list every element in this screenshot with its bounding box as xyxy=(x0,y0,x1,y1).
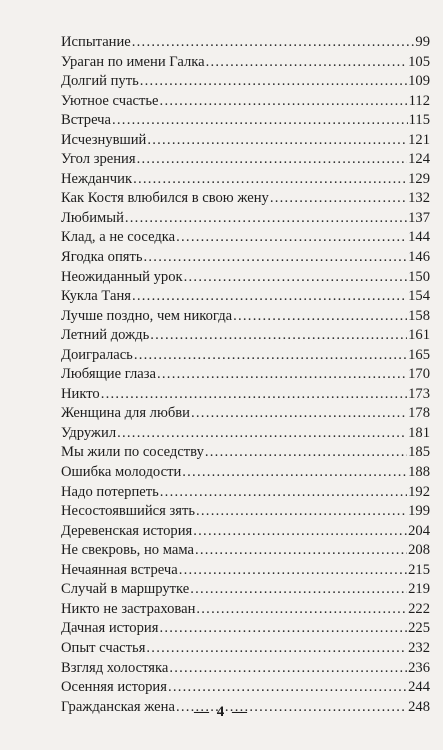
toc-entry xyxy=(61,678,430,698)
toc-entry-page: 121 xyxy=(408,131,430,148)
toc-entry xyxy=(61,522,430,542)
toc-dot-leader xyxy=(150,326,407,346)
toc-entry xyxy=(61,53,430,73)
toc-entry-page: 215 xyxy=(408,561,430,578)
toc-entry-page: 137 xyxy=(408,209,430,226)
toc-entry-page: 144 xyxy=(408,229,430,246)
toc-entry-title: Уютное счастье xyxy=(61,92,159,109)
toc-entry-page: 105 xyxy=(408,53,430,70)
toc-entry-page: 115 xyxy=(408,112,430,129)
toc-entry-title: Опыт счастья xyxy=(61,639,146,656)
page-number: — 4 — xyxy=(194,704,249,720)
toc-entry-title: Клад, а не соседка xyxy=(61,229,176,246)
toc-entry-title: Деревенская история xyxy=(61,522,193,539)
toc-dot-leader xyxy=(160,483,407,503)
toc-entry-title: Встреча xyxy=(61,112,111,129)
toc-dot-leader xyxy=(133,170,407,190)
toc-entry-title: Ягодка опять xyxy=(61,249,143,266)
toc-dot-leader xyxy=(132,33,415,53)
toc-entry xyxy=(61,111,430,131)
toc-dot-leader xyxy=(134,346,407,366)
toc-entry-page: 109 xyxy=(408,73,430,90)
toc-dot-leader xyxy=(195,541,407,561)
toc-entry-title: Женщина для любви xyxy=(61,405,190,422)
toc-dot-leader xyxy=(144,248,408,268)
toc-entry-page: 99 xyxy=(415,34,430,50)
toc-entry xyxy=(61,424,430,444)
toc-dot-leader xyxy=(233,307,407,327)
toc-entry-title: Взгляд холостяка xyxy=(61,659,169,676)
toc-dot-leader xyxy=(112,111,408,131)
toc-entry-page: 232 xyxy=(408,639,430,656)
toc-dot-leader xyxy=(132,287,407,307)
toc-entry-title: Любимый xyxy=(61,209,124,226)
toc-entry xyxy=(61,33,430,53)
toc-dot-leader xyxy=(157,365,407,385)
toc-entry-page: 219 xyxy=(408,581,430,598)
toc-entry xyxy=(61,580,430,600)
toc-entry-title: Неожиданный урок xyxy=(61,268,183,285)
toc-entry-title: Испытание xyxy=(61,34,131,50)
toc-entry-title: Осенняя история xyxy=(61,679,167,696)
toc-entry-page: 132 xyxy=(408,190,430,207)
toc-dot-leader xyxy=(176,228,407,248)
toc-dot-leader xyxy=(196,502,407,522)
toc-entry-page: 173 xyxy=(408,385,430,402)
toc-entry xyxy=(61,502,430,522)
toc-entry xyxy=(61,92,430,112)
toc-dot-leader xyxy=(159,619,407,639)
toc-entry xyxy=(61,385,430,405)
toc-dot-leader xyxy=(101,385,407,405)
toc-dot-leader xyxy=(137,150,408,170)
toc-entry xyxy=(61,619,430,639)
toc-dot-leader xyxy=(191,404,407,424)
toc-dot-leader xyxy=(270,189,407,209)
toc-dot-leader xyxy=(147,131,407,151)
toc-dot-leader xyxy=(196,600,407,620)
toc-dot-leader xyxy=(168,678,407,698)
toc-entry xyxy=(61,72,430,92)
toc-entry-title: Доигралась xyxy=(61,346,133,363)
toc-entry-title: Удружил xyxy=(61,424,117,441)
toc-entry xyxy=(61,307,430,327)
toc-entry-page: 146 xyxy=(408,249,430,266)
toc-dot-leader xyxy=(205,443,407,463)
toc-dot-leader xyxy=(140,72,407,92)
toc-entry-title: Никто не застрахован xyxy=(61,600,196,617)
toc-entry-page: 236 xyxy=(408,659,430,676)
toc-entry-page: 150 xyxy=(408,268,430,285)
toc-entry-page: 158 xyxy=(408,307,430,324)
toc-entry-title: Ошибка молодости xyxy=(61,464,182,481)
toc-dot-leader xyxy=(169,659,407,679)
toc-dot-leader xyxy=(179,561,407,581)
toc-entry xyxy=(61,150,430,170)
toc-entry-page: 181 xyxy=(408,424,430,441)
toc-entry-page: 154 xyxy=(408,288,430,305)
toc-entry-page: 129 xyxy=(408,170,430,187)
toc-entry xyxy=(61,639,430,659)
toc-dot-leader xyxy=(146,639,407,659)
toc-entry-page: 222 xyxy=(408,600,430,617)
toc-entry-page: 112 xyxy=(408,92,430,109)
toc-entry-title: Кукла Таня xyxy=(61,288,131,305)
toc-entry xyxy=(61,228,430,248)
toc-entry-title: Случай в маршрутке xyxy=(61,581,190,598)
toc-entry-title: Как Костя влюбился в свою жену xyxy=(61,190,269,207)
toc-entry xyxy=(61,170,430,190)
toc-entry-title: Исчезнувший xyxy=(61,131,147,148)
toc-dot-leader xyxy=(184,268,407,288)
toc-entry xyxy=(61,287,430,307)
toc-entry-page: 124 xyxy=(408,151,430,168)
toc-entry xyxy=(61,541,430,561)
toc-dot-leader xyxy=(193,522,407,542)
toc-entry-title: Несостоявшийся зять xyxy=(61,503,196,520)
toc-entry-title: Нечаянная встреча xyxy=(61,561,178,578)
toc-entry xyxy=(61,131,430,151)
toc-entry xyxy=(61,561,430,581)
toc-entry-page: 204 xyxy=(408,522,430,539)
toc-entry xyxy=(61,189,430,209)
toc-entry-page: 178 xyxy=(408,405,430,422)
toc-dot-leader xyxy=(190,580,407,600)
toc-entry xyxy=(61,326,430,346)
toc-entry xyxy=(61,404,430,424)
toc-entry xyxy=(61,600,430,620)
toc-entry-page: 161 xyxy=(408,327,430,344)
toc-entry-title: Долгий путь xyxy=(61,73,139,90)
toc-entry-page: 208 xyxy=(408,542,430,559)
toc-entry xyxy=(61,365,430,385)
toc-entry-title: Надо потерпеть xyxy=(61,483,159,500)
toc-entry-page: 170 xyxy=(408,366,430,383)
toc-entry xyxy=(61,483,430,503)
toc-entry-title: Не свекровь, но мама xyxy=(61,542,194,559)
toc-entry-title: Летний дождь xyxy=(61,327,150,344)
toc-entry-page: 248 xyxy=(408,698,430,715)
toc-entry-title: Гражданская жена xyxy=(61,698,175,715)
toc-entry xyxy=(61,659,430,679)
toc-entry xyxy=(61,209,430,229)
table-of-contents xyxy=(61,33,430,717)
toc-entry xyxy=(61,463,430,483)
toc-dot-leader xyxy=(117,424,407,444)
toc-entry-title: Никто xyxy=(61,385,100,402)
toc-entry xyxy=(61,248,430,268)
toc-entry-page: 185 xyxy=(408,444,430,461)
toc-entry-title: Дачная история xyxy=(61,620,159,637)
toc-entry-title: Нежданчик xyxy=(61,170,133,187)
toc-entry xyxy=(61,346,430,366)
toc-dot-leader xyxy=(160,92,408,112)
toc-entry-page: 192 xyxy=(408,483,430,500)
toc-dot-leader xyxy=(182,463,407,483)
toc-entry xyxy=(61,268,430,288)
toc-entry-page: 188 xyxy=(408,464,430,481)
toc-entry-title: Угол зрения xyxy=(61,151,136,168)
toc-entry-title: Ураган по имени Галка xyxy=(61,53,205,70)
toc-entry-page: 165 xyxy=(408,346,430,363)
toc-dot-leader xyxy=(206,53,408,73)
toc-entry-title: Любящие глаза xyxy=(61,366,156,383)
toc-entry-page: 244 xyxy=(408,679,430,696)
toc-entry-title: Лучше поздно, чем никогда xyxy=(61,307,233,324)
toc-entry-title: Мы жили по соседству xyxy=(61,444,204,461)
toc-entry-page: 225 xyxy=(408,620,430,637)
toc-entry xyxy=(61,443,430,463)
toc-entry-page: 199 xyxy=(408,503,430,520)
toc-dot-leader xyxy=(125,209,407,229)
